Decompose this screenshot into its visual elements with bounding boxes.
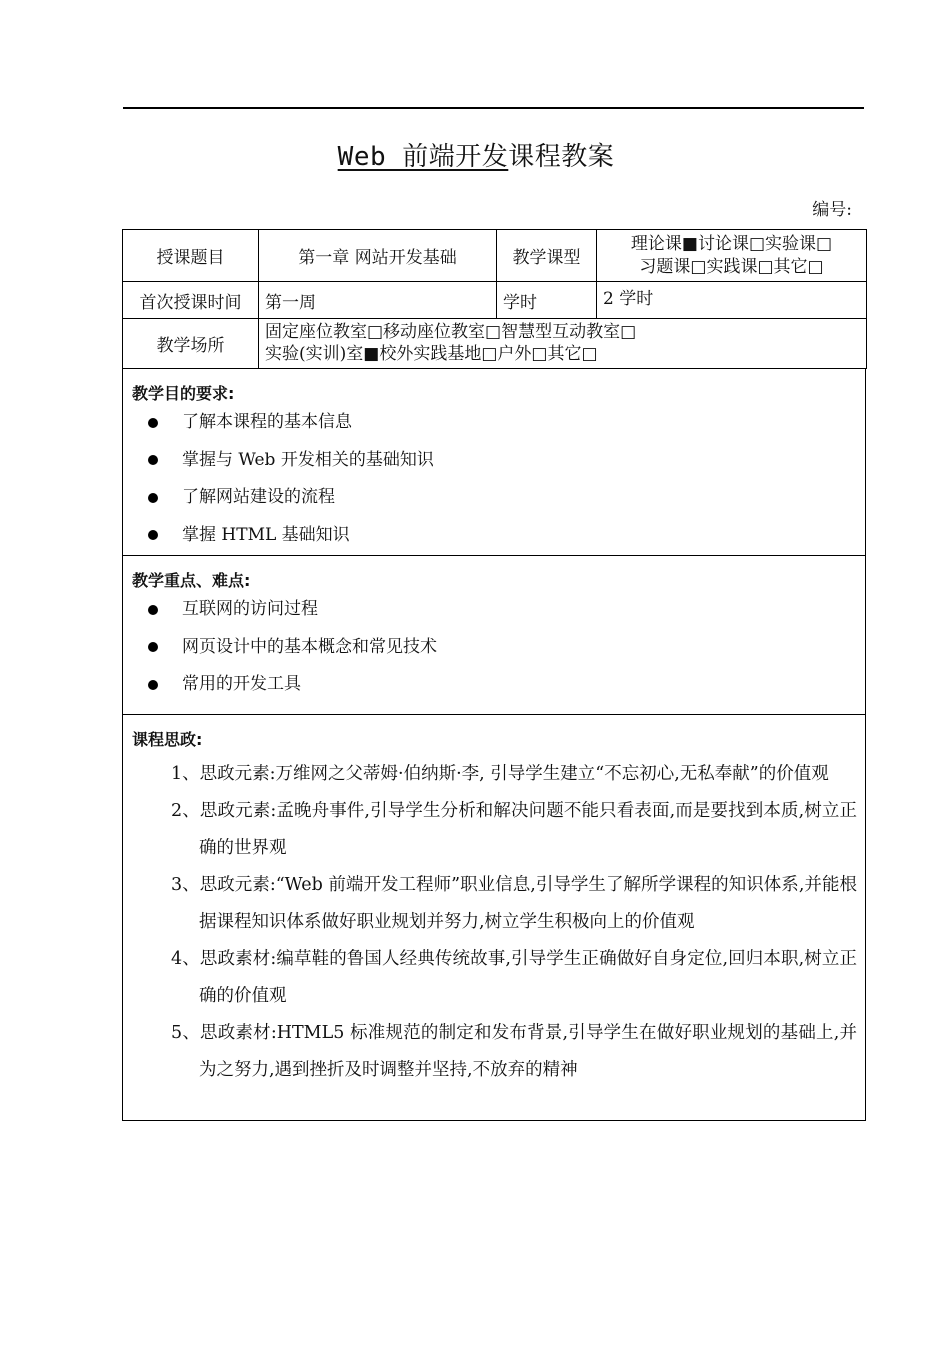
- course-info-table: [122, 229, 867, 369]
- list-item-text: 网页设计中的基本概念和常见技术: [182, 636, 437, 657]
- list-item: 2、思政元素:孟晚舟事件,引导学生分析和解决问题不能只看表面,而是要找到本质,树立正确的世界观: [171, 801, 857, 858]
- table-row: [123, 282, 867, 319]
- topic-label: 授课题目: [123, 230, 259, 282]
- list-item: 1、思政元素:万维网之父蒂姆·伯纳斯·李, 引导学生建立“不忘初心,无私奉献”的价值观: [171, 764, 829, 784]
- list-item: [148, 591, 865, 629]
- bullet-icon: [148, 418, 158, 428]
- key-points-title: 教学重点、难点:: [132, 571, 251, 590]
- list-item-text: 常用的开发工具: [182, 674, 301, 694]
- list-item: [148, 442, 865, 480]
- list-item: [148, 517, 865, 555]
- bullet-icon: [148, 680, 158, 690]
- venue-label: 教学场所: [123, 319, 259, 369]
- ideology-title: 课程思政:: [132, 730, 203, 749]
- objectives-title: 教学目的要求:: [132, 384, 235, 403]
- table-row: [123, 319, 867, 369]
- list-item: 3、思政元素:“Web 前端开发工程师”职业信息,引导学生了解所学课程的知识体系,并能根据课程知识体系做好职业规划并努力,树立学生积极向上的价值观: [171, 875, 857, 932]
- first-class-time-label: 首次授课时间: [123, 282, 259, 319]
- document-title: [0, 136, 952, 173]
- bullet-icon: [148, 493, 158, 503]
- first-class-time-value: 第一周: [259, 282, 497, 319]
- list-item: [148, 666, 865, 704]
- class-type-options-line1: 理论课■讨论课□实验课□: [630, 233, 833, 254]
- class-type-options-line2: 习题课□实践课□其它□: [639, 256, 824, 277]
- topic-value: 第一章 网站开发基础: [259, 230, 497, 282]
- ideology-list: [123, 750, 865, 1089]
- bullet-icon: [148, 530, 158, 540]
- bullet-icon: [148, 605, 158, 615]
- bullet-icon: [148, 455, 158, 465]
- title-rest: 课程教案: [508, 142, 615, 172]
- key-points-list: [123, 591, 865, 704]
- objectives-list: [123, 404, 865, 554]
- list-item-text: 掌握 HTML 基础知识: [182, 524, 350, 545]
- list-item-text: 了解网站建设的流程: [182, 487, 335, 507]
- list-item: 5、思政素材:HTML5 标准规范的制定和发布背景,引导学生在做好职业规划的基础上,并为之努力,遇到挫折及时调整并坚持,不放弃的精神: [171, 1023, 857, 1080]
- objectives-section: [122, 369, 866, 556]
- list-item-text: 了解本课程的基本信息: [182, 412, 352, 432]
- class-type-options: [597, 230, 867, 282]
- class-type-label: 教学课型: [497, 230, 597, 282]
- list-item: [148, 404, 865, 442]
- document-number-label: 编号:: [812, 200, 852, 220]
- header-rule: [123, 107, 864, 109]
- list-item-text: 互联网的访问过程: [182, 599, 318, 619]
- list-item-text: 掌握与 Web 开发相关的基础知识: [182, 449, 434, 470]
- hours-label: 学时: [497, 282, 597, 319]
- key-points-section: [122, 556, 866, 715]
- hours-value: 2 学时: [597, 282, 867, 319]
- table-row: [123, 230, 867, 282]
- bullet-icon: [148, 642, 158, 652]
- list-item: [148, 629, 865, 667]
- list-item: 4、思政素材:编草鞋的鲁国人经典传统故事,引导学生正确做好自身定位,回归本职,树立正确的价值观: [171, 949, 857, 1006]
- venue-options: [259, 319, 867, 369]
- title-underlined: Web 前端开发: [337, 142, 509, 172]
- venue-options-line1: 固定座位教室□移动座位教室□智慧型互动教室□: [265, 322, 637, 342]
- list-item: [148, 479, 865, 517]
- ideology-section: [122, 715, 866, 1121]
- lesson-plan-form: [122, 229, 866, 1121]
- venue-options-line2: 实验(实训)室■校外实践基地□户外□其它□: [265, 344, 598, 364]
